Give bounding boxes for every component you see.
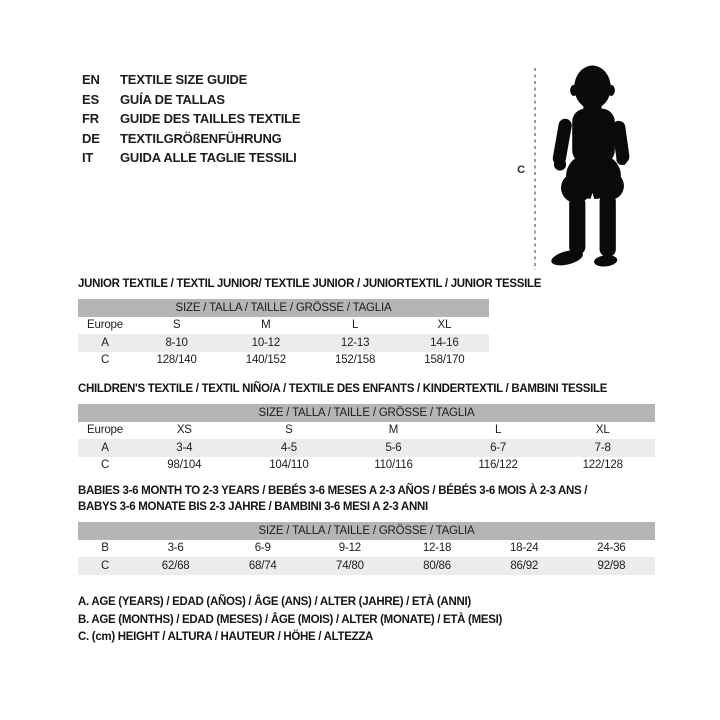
language-row-en: [82, 70, 300, 90]
size-cell: 4-5: [280, 441, 297, 454]
language-code: ES: [82, 91, 99, 107]
row-label: Europe: [87, 319, 123, 332]
size-cell: XS: [176, 424, 192, 437]
size-cell: 152/158: [335, 354, 376, 367]
size-header-row: [78, 522, 655, 540]
size-cell: 92/98: [597, 559, 626, 572]
language-label: TEXTILGRÖßENFÜHRUNG: [120, 130, 282, 146]
toddler-silhouette-icon: [543, 62, 643, 270]
size-cell: 12-18: [422, 542, 452, 555]
language-label: GUIDE DES TAILLES TEXTILE: [120, 111, 301, 127]
row-label: C: [100, 354, 110, 367]
junior-size-table: [78, 299, 489, 369]
size-cell: 12-13: [340, 336, 370, 349]
note-age-months: B. AGE (MONTHS) / EDAD (MESES) / ÂGE (MOIS) / ALTER (MONATE) / ETÀ (MESI): [78, 613, 503, 626]
size-cell: 9-12: [338, 542, 361, 555]
size-cell: L: [494, 424, 502, 437]
junior-table-title: JUNIOR TEXTILE / TEXTIL JUNIOR/ TEXTILE JUNIOR / JUNIORTEXTIL / JUNIOR TESSILE: [78, 278, 542, 290]
language-code: DE: [82, 130, 100, 146]
note-age-years: A. AGE (YEARS) / EDAD (AÑOS) / ÂGE (ANS) / ALTER (JAHRE) / ETÀ (ANNI): [78, 596, 471, 608]
table-row-months: [78, 540, 655, 558]
size-cell: 110/116: [374, 459, 413, 472]
size-cell: 6-7: [490, 441, 507, 454]
language-row-fr: [82, 109, 300, 129]
size-cell: 86/92: [510, 559, 539, 572]
size-cell: 74/80: [336, 559, 364, 572]
table-row-height: [78, 352, 489, 370]
babies-title-line-2: BABYS 3-6 MONATE BIS 2-3 JAHRE / BAMBINI 3-6 MESI A 2-3 ANNI: [78, 501, 428, 513]
size-cell: 128/140: [156, 354, 197, 367]
size-cell: 3-6: [167, 542, 184, 555]
children-size-table: [78, 404, 655, 474]
size-cell: 80/86: [423, 559, 451, 572]
table-row-age: [78, 334, 489, 352]
size-cell: 14-16: [430, 336, 459, 349]
size-cell: 3-4: [176, 441, 193, 454]
size-cell: S: [285, 424, 293, 437]
row-label: C: [100, 559, 110, 572]
size-cell: XL: [437, 319, 452, 332]
row-label: B: [101, 542, 109, 555]
height-dashed-line: [534, 68, 536, 270]
size-cell: M: [261, 319, 271, 332]
legend-notes: [78, 594, 502, 647]
children-table-title: CHILDREN'S TEXTILE / TEXTIL NIÑO/A / TEXTILE DES ENFANTS / KINDERTEXTIL / BAMBINI TESSILE: [78, 383, 608, 395]
language-label: TEXTILE SIZE GUIDE: [120, 72, 248, 88]
table-row-height: [78, 457, 655, 475]
size-header-row: [78, 404, 655, 422]
size-cell: S: [172, 319, 181, 332]
size-header-bar: SIZE / TALLA / TAILLE / GRÖSSE / TAGLIA: [78, 404, 655, 422]
size-cell: 68/74: [248, 559, 277, 572]
language-label: GUÍA DE TALLAS: [120, 91, 225, 107]
language-code: EN: [82, 72, 100, 88]
size-cell: 158/170: [424, 354, 465, 367]
height-measure-label: C: [517, 164, 525, 176]
size-cell: XL: [595, 424, 610, 437]
size-header-row: [78, 299, 489, 317]
row-label: A: [101, 441, 109, 454]
table-row-age: [78, 439, 655, 457]
size-cell: 104/110: [269, 459, 309, 472]
size-cell: 62/68: [161, 559, 190, 572]
babies-size-table: [78, 522, 655, 575]
language-row-es: [82, 90, 300, 110]
row-label: Europe: [87, 424, 123, 437]
size-cell: 98/104: [167, 459, 202, 472]
size-cell: 18-24: [509, 542, 539, 555]
children-textile-section: [78, 381, 655, 474]
row-label: A: [101, 336, 109, 349]
language-row-it: [82, 148, 300, 168]
size-cell: 5-6: [385, 441, 402, 454]
size-header-bar: SIZE / TALLA / TAILLE / GRÖSSE / TAGLIA: [78, 299, 489, 317]
language-row-de: [82, 129, 300, 149]
babies-title-line-1: BABIES 3-6 MONTH TO 2-3 YEARS / BEBÉS 3-6 MESES A 2-3 AÑOS / BÉBÉS 3-6 MOIS À 2-3 ANS /: [78, 485, 588, 497]
junior-textile-section: [78, 276, 542, 369]
size-cell: M: [388, 424, 399, 437]
note-height-cm: C. (cm) HEIGHT / ALTURA / HAUTEUR / HÖHE / ALTEZZA: [78, 631, 374, 643]
language-code: FR: [82, 111, 99, 127]
babies-table-title: [78, 483, 655, 515]
language-code: IT: [82, 150, 94, 166]
row-label: C: [100, 459, 110, 472]
size-cell: 6-9: [254, 542, 271, 555]
babies-textile-section: [78, 483, 655, 575]
size-cell: 140/152: [245, 354, 286, 367]
language-label: GUIDA ALLE TAGLIE TESSILI: [120, 150, 297, 166]
size-header-bar: SIZE / TALLA / TAILLE / GRÖSSE / TAGLIA: [78, 522, 655, 540]
size-cell: 24-36: [597, 542, 626, 555]
size-cell: 7-8: [594, 441, 611, 454]
language-legend: [82, 70, 300, 168]
table-row-europe: [78, 422, 655, 440]
size-cell: L: [352, 319, 359, 332]
size-cell: 8-10: [165, 336, 188, 349]
size-cell: 10-12: [251, 336, 281, 349]
size-cell: 116/122: [478, 459, 518, 472]
size-cell: 122/128: [582, 459, 623, 472]
table-row-height: [78, 557, 655, 575]
table-row-europe: [78, 317, 489, 335]
